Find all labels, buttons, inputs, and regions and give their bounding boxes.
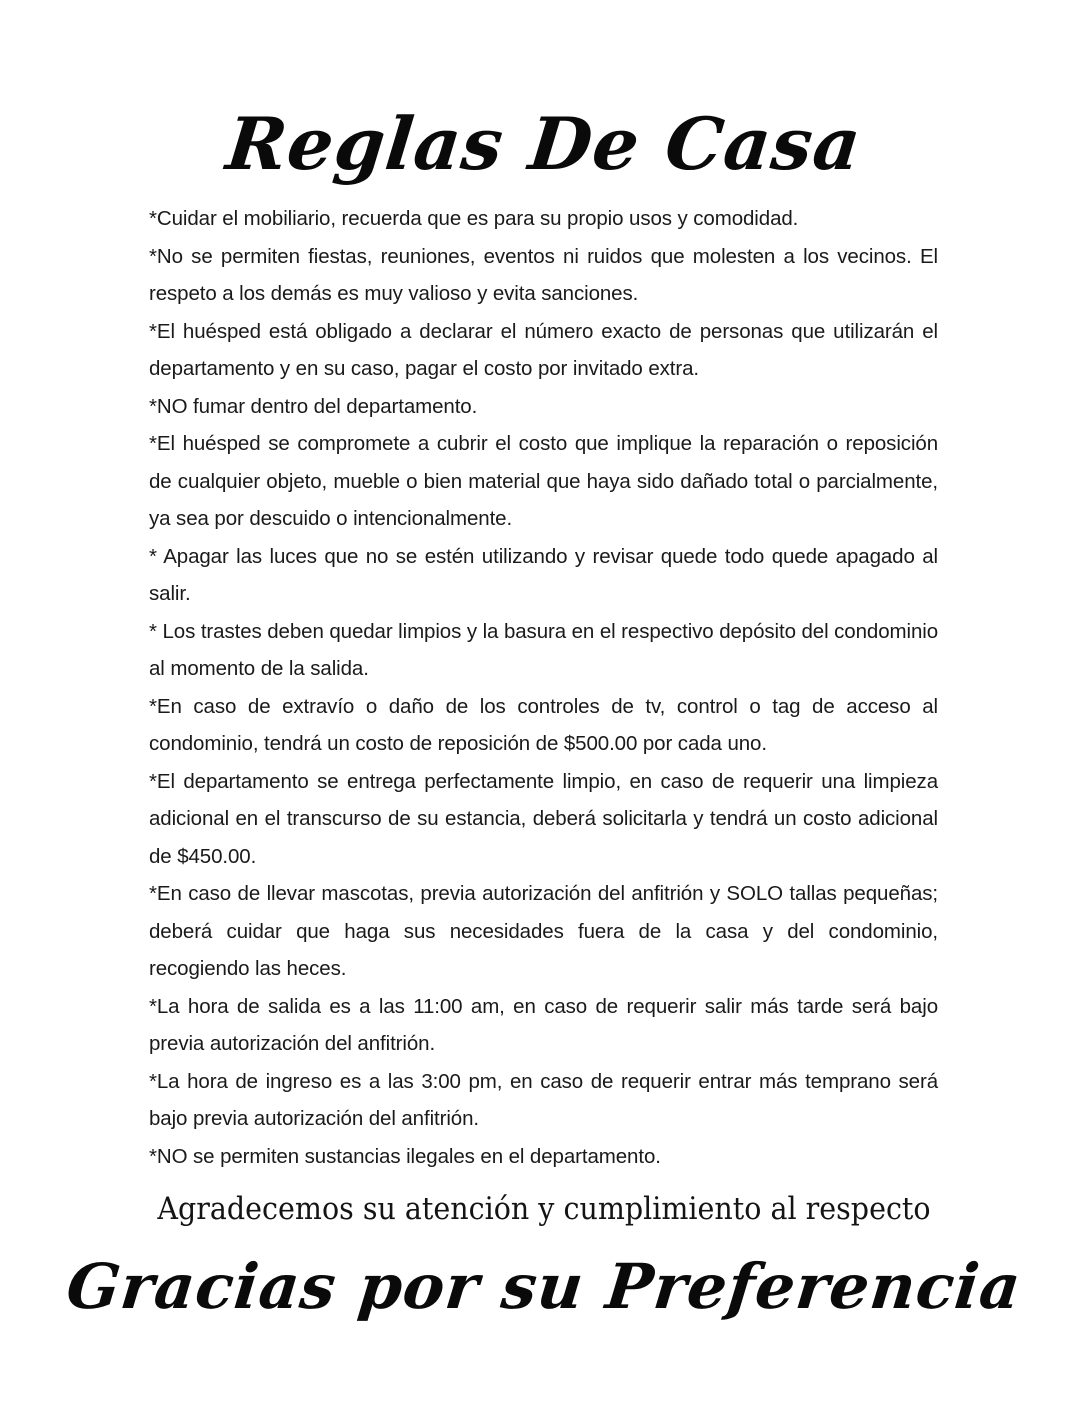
thanks-message: Agradecemos su atención y cumplimiento al respecto [157, 1191, 931, 1227]
rule-item: *El huésped se compromete a cubrir el costo que implique la reparación o reposición de cualquier objeto, mueble o bien material que haya sido dañado total o parcialmente, ya sea por descuido o intencionalmente. [149, 432, 938, 530]
rule-item: * Los trastes deben quedar limpios y la basura en el respectivo depósito del condominio al momento de la salida. [149, 619, 938, 680]
page-title: Reglas De Casa [222, 101, 866, 187]
rule-item: *La hora de salida es a las 11:00 am, en caso de requerir salir más tarde será bajo previa autorización del anfitrión. [149, 994, 938, 1055]
rule-item: *La hora de ingreso es a las 3:00 pm, en caso de requerir entrar más temprano será bajo previa autorización del anfitrión. [149, 1069, 938, 1130]
rule-item: *En caso de llevar mascotas, previa autorización del anfitrión y SOLO tallas pequeñas; deberá cuidar que haga sus necesidades fuera de la casa y del condominio, recogiendo las heces. [149, 882, 938, 980]
rule-item: *Cuidar el mobiliario, recuerda que es para su propio usos y comodidad. [149, 207, 799, 230]
rule-item: *NO fumar dentro del departamento. [149, 394, 478, 418]
rule-item: *El departamento se entrega perfectamente limpio, en caso de requerir una limpieza adicional en el transcurso de su estancia, deberá solicitarla y tendrá un costo adicional de $450.00. [149, 769, 938, 868]
closing-message: Gracias por su Preferencia [63, 1250, 1025, 1323]
rule-item: *No se permiten fiestas, reuniones, eventos ni ruidos que molesten a los vecinos. El respeto a los demás es muy valioso y evita sanciones. [149, 244, 938, 305]
rules-list [149, 200, 938, 1175]
rule-item: *El huésped está obligado a declarar el número exacto de personas que utilizarán el departamento y en su caso, pagar el costo por invitado extra. [149, 319, 938, 380]
rule-item: * Apagar las luces que no se estén utilizando y revisar quede todo quede apagado al salir. [149, 544, 938, 605]
rule-item: *NO se permiten sustancias ilegales en el departamento. [149, 1144, 661, 1168]
rule-item: *En caso de extravío o daño de los controles de tv, control o tag de acceso al condominio, tendrá un costo de reposición de $500.00 por cada uno. [149, 694, 938, 755]
